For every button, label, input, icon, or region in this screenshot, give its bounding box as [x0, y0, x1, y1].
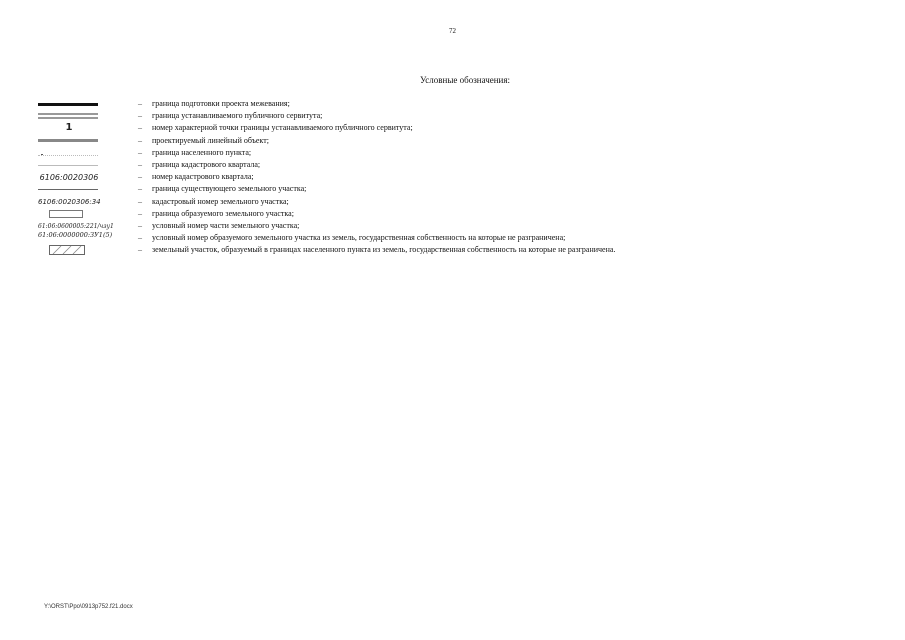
legend-item	[38, 232, 838, 244]
legend-item	[38, 208, 838, 220]
point-number-symbol	[38, 122, 100, 134]
footer-file-path: Y:\ORST\Ppo\0913p752.f21.docx	[44, 604, 133, 610]
legend-item	[38, 98, 838, 110]
parcel-part-number-label: 61:06:0600005:221/чзу1	[38, 222, 114, 230]
legend-dash: –	[138, 147, 142, 157]
page-number: 72	[449, 27, 456, 35]
legend-item	[38, 110, 838, 122]
cadastral-parcel-number-symbol	[38, 196, 100, 208]
cadastral-quarter-number-label: 6106:0020306	[39, 173, 99, 183]
existing-parcel-boundary-symbol	[38, 183, 100, 195]
legend-item	[38, 171, 838, 183]
legend-dash: –	[138, 196, 142, 206]
legend-dash: –	[138, 99, 142, 108]
legend-dash: –	[138, 245, 142, 255]
cadastral-quarter-boundary-symbol	[38, 159, 100, 171]
legend-item	[38, 147, 838, 159]
servitude-boundary-symbol	[38, 110, 100, 122]
legend-dash: –	[138, 123, 142, 133]
boundary-project-symbol	[38, 98, 100, 110]
legend-title: Условные обозначения:	[419, 75, 510, 85]
legend-dash: –	[138, 159, 142, 169]
legend-description: номер кадастрового квартала;	[152, 172, 254, 182]
cadastral-quarter-number-symbol	[38, 171, 100, 183]
legend	[38, 98, 838, 256]
legend-dash: –	[138, 135, 142, 145]
settlement-boundary-symbol	[38, 147, 100, 159]
cadastral-parcel-number-label: 6106:0020306:34	[38, 197, 101, 206]
legend-dash: –	[138, 184, 142, 194]
legend-description: земельный участок, образуемый в границах населенного пункта из земель, государственная собственность на которые не разграничена.	[152, 245, 616, 255]
legend-item	[38, 244, 838, 256]
legend-item	[38, 183, 838, 195]
legend-description: граница образуемого земельного участка;	[152, 208, 294, 218]
new-parcel-number-label: 61:06:0000000:ЗУ1(5)	[38, 231, 113, 240]
linear-object-symbol	[38, 135, 100, 147]
legend-description: граница устанавливаемого публичного сервитута;	[152, 111, 323, 121]
legend-item	[38, 122, 838, 134]
point-number-label: 1	[65, 122, 73, 134]
legend-description: граница кадастрового квартала;	[152, 159, 261, 169]
legend-description: кадастровый номер земельного участка;	[152, 196, 289, 206]
legend-item	[38, 159, 838, 171]
legend-description: граница существующего земельного участка;	[152, 184, 307, 194]
hatched-box-icon	[49, 245, 85, 255]
legend-description: условный номер образуемого земельного участка из земель, государственная собственность на которые не разграничена;	[152, 233, 566, 243]
legend-item	[38, 220, 838, 232]
hatched-parcel-symbol	[38, 244, 100, 256]
legend-dash: –	[138, 208, 142, 218]
legend-description: граница подготовки проекта межевания;	[152, 99, 290, 108]
legend-dash: –	[138, 220, 142, 230]
new-parcel-number-symbol	[38, 231, 113, 244]
legend-description: условный номер части земельного участка;	[152, 220, 300, 230]
legend-dash: –	[138, 111, 142, 121]
new-parcel-boundary-symbol	[38, 208, 100, 220]
legend-item	[38, 135, 838, 147]
legend-description: номер характерной точки границы устанавливаемого публичного сервитута;	[152, 123, 413, 133]
legend-description: граница населенного пункта;	[152, 147, 252, 157]
legend-description: проектируемый линейный объект;	[152, 135, 269, 145]
legend-dash: –	[138, 172, 142, 182]
legend-item	[38, 196, 838, 208]
legend-dash: –	[138, 233, 142, 243]
